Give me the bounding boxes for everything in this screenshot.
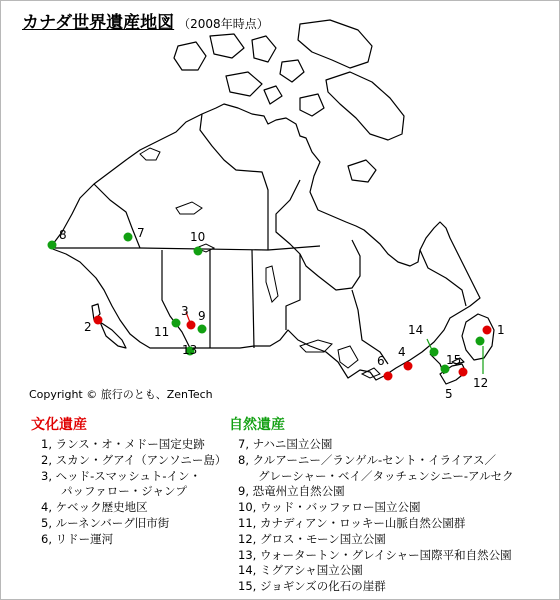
site-label-4: 4 [398, 345, 406, 359]
site-label-2: 2 [84, 320, 92, 334]
copyright-notice: Copyright © 旅行のとも、ZenTech [29, 388, 213, 401]
list-item: 13, ウォータートン・グレイシャー国際平和自然公園 [238, 547, 512, 562]
list-item: 8, クルアーニー／ランゲル-セント・イライアス／ [238, 452, 496, 467]
site-label-3: 3 [181, 304, 189, 318]
arctic-island [300, 94, 324, 116]
site-marker-6[interactable] [384, 372, 393, 381]
site-marker-4[interactable] [404, 362, 413, 371]
site-marker-7[interactable] [124, 233, 133, 242]
site-label-5: 5 [445, 387, 453, 401]
title-date-note: （2008年時点） [178, 17, 269, 31]
cultural-site-list [41, 437, 226, 548]
site-marker-5[interactable] [459, 368, 468, 377]
arctic-island [252, 36, 276, 62]
vancouver-island-outline [100, 322, 126, 348]
cultural-heritage-heading: 文化遺産 [31, 417, 87, 433]
site-marker-1[interactable] [483, 326, 492, 335]
ontario-quebec-border [352, 290, 388, 364]
site-label-9: 9 [198, 309, 206, 323]
lake-huron [338, 346, 358, 368]
site-label-8: 8 [59, 228, 67, 242]
site-marker-8[interactable] [48, 241, 57, 250]
site-marker-2[interactable] [94, 316, 103, 325]
site-marker-3[interactable] [187, 321, 196, 330]
great-slave-lake [176, 202, 202, 214]
lake-winnipeg [266, 266, 278, 302]
list-item: 9, 恐竜州立自然公園 [238, 484, 345, 499]
site-label-14: 14 [408, 323, 424, 337]
site-label-15: 15 [446, 353, 462, 367]
list-item: 5, ルーネンバーグ旧市街 [41, 515, 170, 530]
arctic-island [264, 86, 282, 104]
site-label-11: 11 [154, 325, 170, 339]
arctic-island [174, 42, 206, 70]
arctic-island [280, 60, 304, 82]
quebec-labrador-border [420, 250, 466, 306]
list-item: 1, ランス・オ・メドー国定史跡 [41, 437, 205, 451]
list-item: 4, ケベック歴史地区 [41, 500, 148, 515]
list-item: 2, スカン・グアイ（アンソニー島） [41, 452, 227, 467]
arctic-island [226, 72, 262, 96]
list-item: 14, ミグアシャ国立公園 [238, 563, 363, 578]
site-label-12: 12 [473, 376, 489, 390]
list-item: 11, カナディアン・ロッキー山脈自然公園群 [238, 515, 466, 530]
arctic-island [298, 20, 372, 68]
sask-manitoba-border [252, 250, 254, 348]
site-label-1: 1 [497, 323, 505, 337]
list-item: 6, リドー運河 [41, 531, 114, 546]
list-item: 7, ナハニ国立公園 [238, 437, 333, 451]
mainland-outline [50, 104, 480, 380]
list-item: グレーシャー・ベイ／タッチェンシニー-アルセク [258, 468, 514, 483]
site-label-6: 6 [377, 354, 385, 368]
site-label-7: 7 [137, 226, 145, 240]
site-label-10: 10 [190, 230, 206, 244]
natural-site-list [238, 437, 514, 595]
site-marker-10[interactable] [194, 247, 203, 256]
page-title: カナダ世界遺産地図 [22, 13, 175, 33]
site-marker-12[interactable] [476, 337, 485, 346]
site-label-13: 13 [182, 343, 198, 357]
lake-superior [300, 340, 332, 352]
list-item: 15, ジョギンズの化石の崖群 [238, 579, 386, 594]
list-item: パッファロー・ジャンプ [61, 484, 188, 499]
southampton-island [348, 160, 376, 182]
list-item: 10, ウッド・バッファロー国立公園 [238, 500, 421, 515]
hudson-bay-shore [276, 180, 360, 290]
natural-heritage-heading: 自然遺産 [229, 417, 285, 433]
site-marker-9[interactable] [198, 325, 207, 334]
site-marker-14[interactable] [430, 348, 439, 357]
list-item: 3, ヘッド-スマッシュト-イン・ [41, 468, 202, 483]
great-bear-lake [140, 148, 160, 160]
manitoba-ontario-border [286, 254, 300, 330]
site-marker-11[interactable] [172, 319, 181, 328]
nwt-nunavut-border [200, 114, 268, 250]
arctic-island [326, 72, 404, 140]
list-item: 12, グロス・モーン国立公園 [238, 531, 386, 546]
yukon-nwt-border [94, 184, 140, 248]
arctic-island [210, 34, 244, 58]
